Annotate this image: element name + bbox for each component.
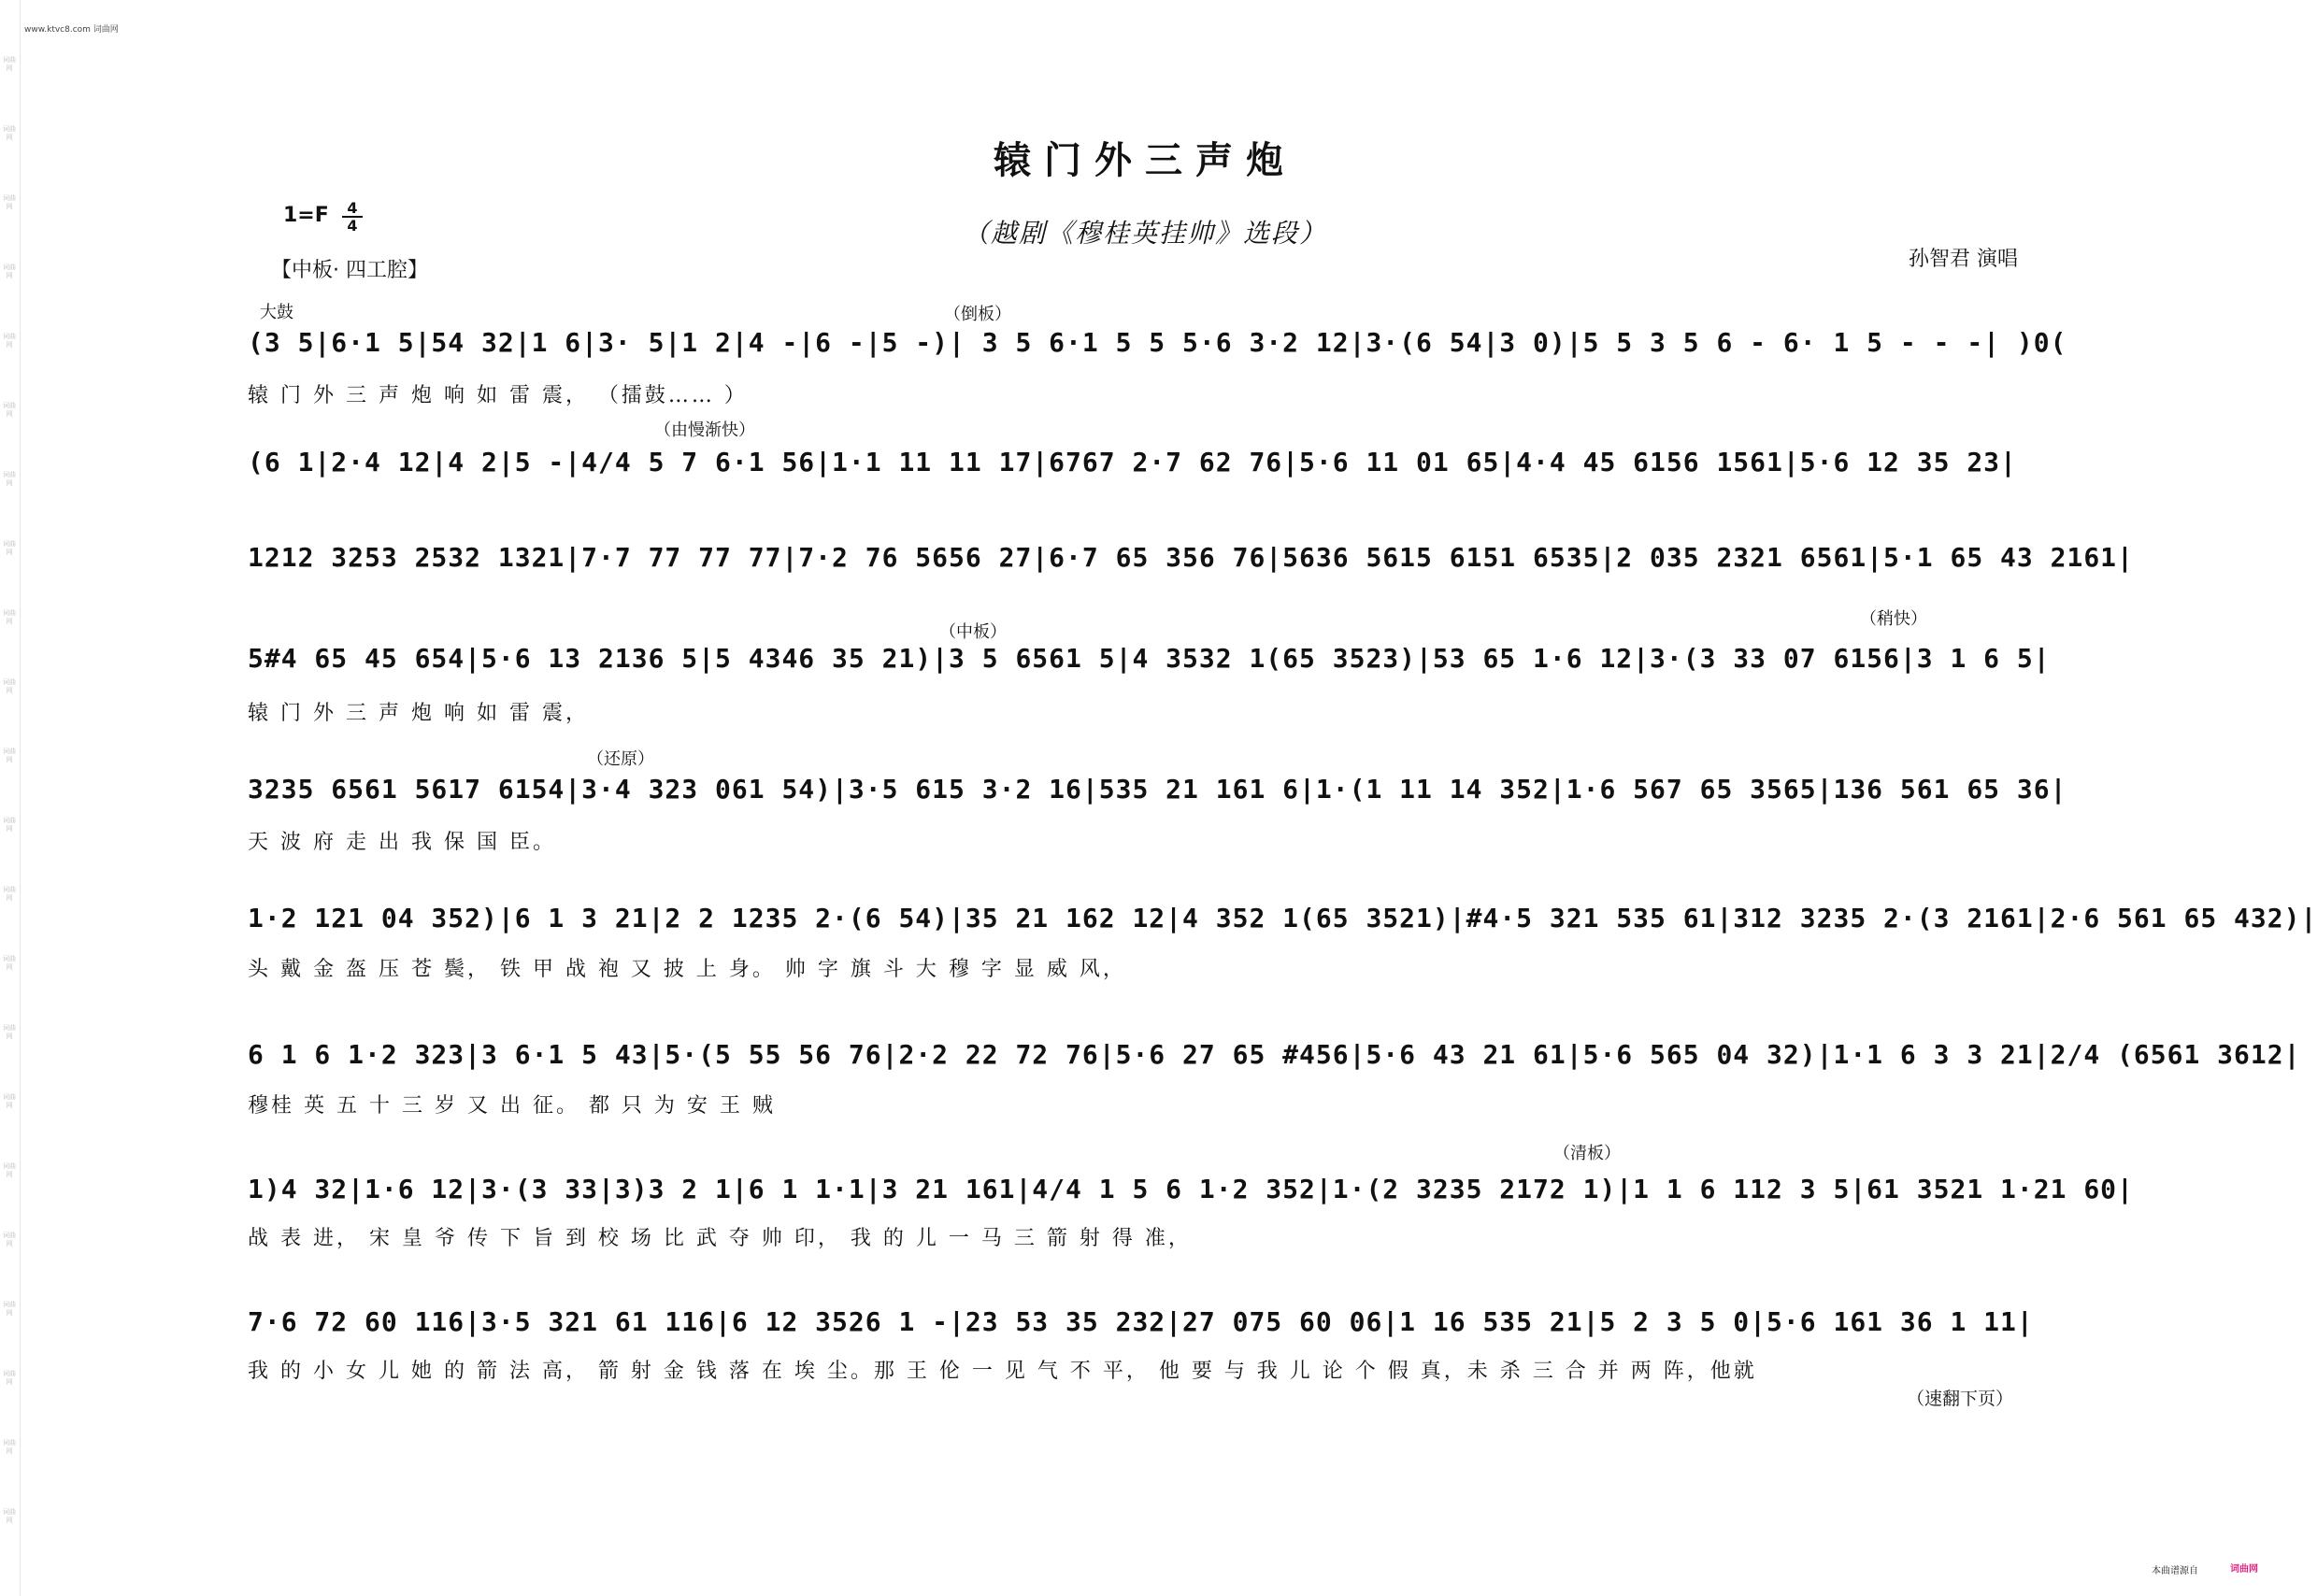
marking-youman: （由慢渐快） [654, 420, 755, 440]
performer: 孙智君 演唱 [1909, 248, 2018, 271]
tempo-marking: 【中板· 四工腔】 [271, 259, 428, 282]
strip-watermark: 词曲网 [3, 1162, 16, 1178]
key-signature: 1=F [283, 204, 329, 227]
marking-huanyuan: （还原） [587, 749, 654, 769]
lyrics-system-8: 战 表 进， 宋 皇 爷 传 下 旨 到 校 场 比 武 夺 帅 印， 我 的 儿 一 马 三 箭 射 得 准， [248, 1227, 1192, 1250]
continue-next-page-note: （速翻下页） [1907, 1389, 2014, 1409]
lyrics-system-1: 辕 门 外 三 声 炮 响 如 雷 震， （擂鼓…… ） [248, 384, 748, 407]
strip-watermark: 词曲网 [3, 264, 16, 279]
strip-watermark: 词曲网 [3, 678, 16, 694]
time-numerator: 4 [342, 200, 363, 218]
strip-watermark: 词曲网 [3, 748, 16, 763]
score-system-2: (6 1|2·4 12|4 2|5 -|4/4 5 7 6·1 56|1·1 11 11 17|6767 2·7 62 76|5·6 11 01 65|4·4 45 6156 1561|5·6 12 35 23| [248, 447, 2017, 477]
marking-daoban: （倒板） [944, 305, 1011, 324]
strip-watermark: 词曲网 [3, 1439, 16, 1455]
score-system-9: 7·6 72 60 116|3·5 321 61 116|6 12 3526 1 -|23 53 35 232|27 075 60 06|1 16 535 21|5 2 3 5 0|5·6 161 36 1 11| [248, 1306, 2034, 1337]
score-system-5: 3235 6561 5617 6154|3·4 323 061 54)|3·5 615 3·2 16|535 21 161 6|1·(1 11 14 352|1·6 567 65 3565|136 561 65 36| [248, 774, 2067, 805]
time-denominator: 4 [347, 217, 358, 235]
strip-watermark: 词曲网 [3, 886, 16, 902]
score-system-4: 5#4 65 45 654|5·6 13 2136 5|5 4346 35 21)|3 5 6561 5|4 3532 1(65 3523)|53 65 1·6 12|3·(3 33 07 6156|3 1 6 5| [248, 643, 2051, 674]
strip-watermark: 词曲网 [3, 1024, 16, 1040]
strip-watermark: 词曲网 [3, 1508, 16, 1524]
score-system-1: (3 5|6·1 5|54 32|1 6|3· 5|1 2|4 -|6 -|5 -)| 3 5 6·1 5 5 5·6 3·2 12|3·(6 54|3 0)|5 5 3 5 6 - 6· 1 5 - - -| )0( [248, 327, 2067, 358]
score-system-3: 1212 3253 2532 1321|7·7 77 77 77|7·2 76 5656 27|6·7 65 356 76|5636 5615 6151 6535|2 035 2321 6561|5·1 65 43 2161| [248, 542, 2134, 573]
strip-watermark: 词曲网 [3, 125, 16, 141]
marking-dagu: 大鼓 [260, 303, 293, 322]
footer-logo: 词曲网 [2230, 1564, 2258, 1575]
page-title: 辕门外三声炮 [994, 138, 1296, 182]
lyrics-system-9: 我 的 小 女 儿 她 的 箭 法 高， 箭 射 金 钱 落 在 埃 尘。那 王 伦 一 见 气 不 平， 他 要 与 我 儿 论 个 假 真，未 杀 三 合 并 两 阵，他就 [248, 1360, 1757, 1383]
strip-watermark: 词曲网 [3, 402, 16, 418]
strip-watermark: 词曲网 [3, 817, 16, 833]
lyrics-system-5: 天 波 府 走 出 我 保 国 臣。 [248, 831, 556, 854]
lyrics-system-4: 辕 门 外 三 声 炮 响 如 雷 震， [248, 702, 589, 725]
score-system-6: 1·2 121 04 352)|6 1 3 21|2 2 1235 2·(6 54)|35 21 162 12|4 352 1(65 3521)|#4·5 321 535 61|312 3235 2·(3 2161|2·6 561 65 432)| [248, 903, 2317, 933]
score-system-7: 6 1 6 1·2 323|3 6·1 5 43|5·(5 55 56 76|2·2 22 72 76|5·6 27 65 #456|5·6 43 21 61|5·6 565 04 32)|1·1 6 3 3 21|2/4 (6561 3612| [248, 1039, 2301, 1070]
score-system-8: 1)4 32|1·6 12|3·(3 33|3)3 2 1|6 1 1·1|3 21 161|4/4 1 5 6 1·2 352|1·(2 3235 2172 1)|1 1 6 112 3 5|61 3521 1·21 60| [248, 1174, 2134, 1204]
marking-qingban: （清板） [1553, 1144, 1621, 1163]
strip-watermark: 词曲网 [3, 1093, 16, 1109]
strip-watermark: 词曲网 [3, 333, 16, 349]
strip-watermark: 词曲网 [3, 194, 16, 210]
strip-watermark: 词曲网 [3, 609, 16, 625]
lyrics-system-6: 头 戴 金 盔 压 苍 鬓， 铁 甲 战 袍 又 披 上 身。 帅 字 旗 斗 大 穆 字 显 威 风， [248, 958, 1126, 981]
strip-watermark: 词曲网 [3, 540, 16, 556]
strip-watermark: 词曲网 [3, 1232, 16, 1247]
footer-source-label: 本曲谱源自 [2152, 1566, 2198, 1576]
strip-watermark: 词曲网 [3, 955, 16, 971]
strip-watermark: 词曲网 [3, 56, 16, 72]
strip-watermark: 词曲网 [3, 471, 16, 487]
time-signature [342, 200, 363, 234]
strip-watermark: 词曲网 [3, 1370, 16, 1386]
site-url: www.ktvc8.com 词曲网 [24, 25, 119, 35]
strip-watermark: 词曲网 [3, 1301, 16, 1317]
marking-shaokuai: （稍快） [1860, 609, 1927, 629]
page-subtitle: （越剧《穆桂英挂帅》选段） [962, 218, 1327, 249]
marking-zhongban: （中板） [939, 622, 1007, 642]
lyrics-system-7: 穆桂 英 五 十 三 岁 又 出 征。 都 只 为 安 王 贼 [248, 1094, 776, 1118]
